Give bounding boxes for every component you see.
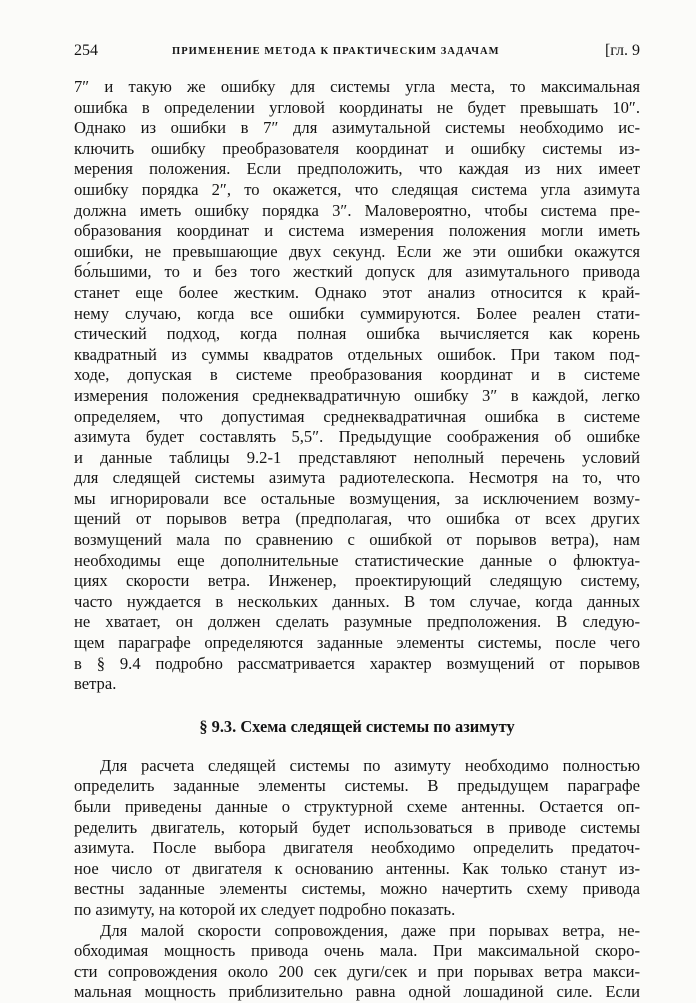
text-line: ределить двигатель, который будет использоваться в приводе системы [74,817,640,837]
text-line: щений от порывов ветра (предполагая, что ошибка от всех других [74,509,640,529]
text-line: ошибку порядка 2″, то окажется, что следящая система угла азимута [74,179,640,199]
text-line: ошибки, не превышающие двух секунд. Если же эти ошибки окажутся [74,241,640,261]
text-line: мальная мощность приблизительно равна одной лошадиной силе. Если [74,982,640,1002]
text-line: Однако из ошибки в 7″ для азимутальной системы необходимо ис- [74,118,640,138]
page-number: 254 [74,42,98,59]
text-line: сти сопровождения около 200 сек дуги/сек и при порывах ветра макси- [74,961,640,981]
text-line: стический подход, когда полная ошибка вычисляется как корень [74,324,640,344]
text-line: азимута. После выбора двигателя необходимо определить предаточ- [74,838,640,858]
text-line: нему случаю, когда все ошибки суммируются. Более реален стати- [74,303,640,323]
paragraph-drive-power [74,921,640,1003]
text-line: бо́льшими, то и без того жесткий допуск для азимутального привода [74,262,640,282]
text-line: Для малой скорости сопровождения, даже при порывах ветра, не- [100,920,640,940]
text-line: определить заданные элементы системы. В предыдущем параграфе [74,776,640,796]
text-line: ветра. [74,674,117,694]
section-heading: § 9.3. Схема следящей системы по азимуту [199,716,515,736]
text-line: обходимая мощность привода очень мала. При максимальной скоро- [74,941,640,961]
text-line: должна иметь ошибку порядка 3″. Маловероятно, чтобы система пре- [74,200,640,220]
page-header [74,40,640,70]
text-line: необходимы еще дополнительные статистические данные о флюктуа- [74,550,640,570]
text-line: образования координат и система измерения положения могли иметь [74,221,640,241]
chapter-marker: [гл. 9 [604,42,640,59]
running-title: ПРИМЕНЕНИЕ МЕТОДА К ПРАКТИЧЕСКИМ ЗАДАЧАМ [172,46,500,57]
text-line: для следящей системы азимута радиотелескопа. Несмотря на то, что [74,468,640,488]
text-line: были приведены данные о структурной схеме антенны. Остается оп- [74,797,640,816]
text-line: станет еще более жестким. Однако этот анализ относится к край- [74,282,640,302]
text-line: ходе, допуская в системе преобразования координат и в системе [74,365,640,385]
text-line: ное число от двигателя к основанию антенны. Как только станут из- [74,858,640,878]
text-line: определяем, что допустимая среднеквадратичная ошибка в системе [74,406,640,426]
text-line: азимута будет составлять 5,5″. Предыдущие соображения об ошибке [74,427,640,447]
text-line: мерения положения. Если предположить, что каждая из них имеет [74,159,640,179]
book-page [74,40,640,1003]
text-line: по азимуту, на которой их следует подробно показать. [74,899,456,919]
paragraph-azimuth-servo [74,756,640,921]
text-line: циях скорости ветра. Инженер, проектирующий следящую систему, [74,571,640,591]
text-line: возмущений мала по сравнению с ошибкой от порывов ветра), нам [74,530,640,550]
text-line: щем параграфе определяются заданные элементы системы, после чего [74,633,640,653]
text-line: 7″ и такую же ошибку для системы угла места, то максимальная [74,77,640,96]
text-line: в § 9.4 подробно рассматривается характер возмущений от порывов [74,653,640,673]
text-line: Для расчета следящей системы по азимуту необходимо полностью [100,755,640,775]
text-line: не хватает, он должен сделать разумные предположения. В следую- [74,612,640,632]
text-line: ключить ошибку преобразователя координат и ошибку системы из- [74,138,640,158]
text-line: измерения положения среднеквадратичную ошибку 3″ в каждой, легко [74,385,640,405]
paragraph-error-analysis [74,77,640,695]
text-line: мы игнорировали все остальные возмущения, за исключением возму- [74,488,640,508]
text-line: и данные таблицы 9.2-1 представляют неполный перечень условий [74,447,640,467]
text-line: квадратный из суммы квадратов отдельных ошибок. При таком под- [74,344,640,364]
text-line: ошибка в определении угловой координаты не будет превышать 10″. [74,97,640,117]
text-line: часто нуждается в нескольких данных. В том случае, когда данных [74,591,640,611]
text-line: вестны заданные элементы системы, можно начертить схему привода [74,879,640,899]
